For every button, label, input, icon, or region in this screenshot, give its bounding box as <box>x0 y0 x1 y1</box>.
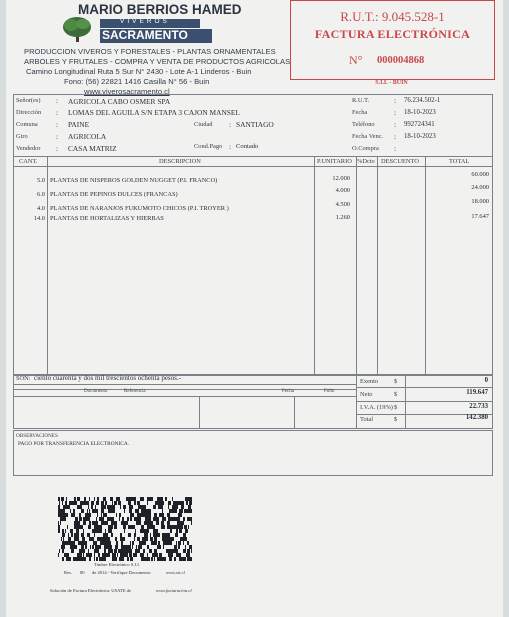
resolution-text: de 2014 - Verifique Documento: <box>92 570 152 575</box>
exempt-label: Exento <box>360 378 379 385</box>
table-row-qty: 5.0 <box>37 177 45 184</box>
reference-folio-header: Folio <box>324 389 335 394</box>
client-colon: : <box>229 120 232 129</box>
client-colon: : <box>394 96 397 105</box>
sii-office: S.I.I. - BUIN <box>375 80 408 86</box>
client-colon: : <box>56 96 59 105</box>
column-header-unit-price: P.UNITARIO <box>317 158 352 165</box>
activity-line-1: PRODUCCION VIVEROS Y FORESTALES - PLANTAS ORNAMENTALES <box>24 47 276 56</box>
client-colon: : <box>56 108 59 117</box>
client-phone-label: Teléfono <box>352 121 375 128</box>
table-row-unit-price: 4.500 <box>335 201 350 208</box>
client-colon: : <box>56 120 59 129</box>
client-seller-label: Vendedor <box>16 145 41 152</box>
client-colon: : <box>229 142 232 151</box>
client-address-label: Dirección <box>16 109 42 116</box>
client-colon: : <box>56 132 59 141</box>
resolution-left: Res. <box>64 570 73 575</box>
column-header-discount: DESCUENTO <box>381 158 419 165</box>
client-rut-label: R.U.T. <box>352 97 370 104</box>
rut-box <box>290 0 495 80</box>
currency-sign: $ <box>394 391 398 398</box>
reference-doc-header: Documento <box>84 389 108 394</box>
table-row-qty: 6.0 <box>37 191 45 198</box>
client-colon: : <box>394 120 397 129</box>
client-date-label: Fecha <box>352 109 368 116</box>
total-amount: 142.380 <box>465 414 488 421</box>
column-header-qty: CANT. <box>19 158 38 165</box>
iva-amount: 22.733 <box>469 403 488 410</box>
client-name-label: Señor(es) <box>16 97 41 104</box>
observations-label: OBSERVACIONES <box>16 433 58 439</box>
table-row-total: 17.647 <box>471 213 489 220</box>
invoice-number-label: N° <box>349 53 363 67</box>
items-table <box>13 156 493 376</box>
client-city-label: Ciudad <box>194 121 213 128</box>
column-header-total: TOTAL <box>449 158 470 165</box>
table-row-unit-price: 12.000 <box>332 175 350 182</box>
client-address: LOMAS DEL AGUILA S/N ETAPA 3 CAJON MANSEL <box>68 108 240 117</box>
column-header-description: DESCRIPCION <box>159 158 201 165</box>
electronic-stamp-barcode <box>58 497 192 561</box>
client-commune-label: Comuna <box>16 121 38 128</box>
observations-box <box>13 430 493 476</box>
company-name: MARIO BERRIOS HAMED <box>78 2 242 17</box>
stamp-caption: Timbre Electrónico S.I.I. <box>94 562 140 567</box>
client-colon: : <box>56 144 59 153</box>
software-link[interactable]: www.facturacion.cl <box>156 588 192 593</box>
verify-link[interactable]: www.sii.cl <box>166 570 185 575</box>
table-row-total: 24.000 <box>471 184 489 191</box>
currency-sign: $ <box>394 404 398 411</box>
table-row-qty: 4.0 <box>37 205 45 212</box>
company-address: Camino Longitudinal Ruta 5 Sur N° 2430 - Lote A-1 Linderos - Buin <box>26 67 252 76</box>
client-line: AGRICOLA <box>68 132 107 141</box>
client-colon: : <box>394 108 397 117</box>
client-colon: : <box>394 132 397 141</box>
amount-in-words: ciento cuarenta y dos mil trescientos ochenta pesos.- <box>34 374 181 382</box>
reference-date-header: Fecha <box>282 389 294 394</box>
reference-ref-header: Referencia <box>124 389 146 394</box>
table-row-description: PLANTAS DE NARANJOS FUKUMOTO CHICOS (P.I. TROYER ) <box>50 205 229 212</box>
software-credit: Solución de Factura Electrónica: USATE de <box>50 588 132 593</box>
table-row-unit-price: 1.260 <box>335 214 350 221</box>
client-city: SANTIAGO <box>236 120 274 129</box>
table-row-description: PLANTAS DE NISPEROS GOLDEN NUGGET (P.I. FRANCO) <box>50 177 218 184</box>
totals-block <box>13 374 493 429</box>
client-due-date: 18-10-2023 <box>404 133 436 140</box>
invoice-page <box>6 0 503 617</box>
client-seller: CASA MATRIZ <box>68 144 117 153</box>
net-amount: 119.647 <box>466 389 488 396</box>
client-name: AGRICOLA CABO OSMER SPA <box>68 97 171 106</box>
client-commune: PAINE <box>68 120 90 129</box>
client-line-label: Giro <box>16 133 28 140</box>
invoice-number: 000004868 <box>377 55 425 66</box>
table-row-total: 18.000 <box>471 198 489 205</box>
client-phone: 992724341 <box>404 121 435 128</box>
observations-text: PAGO POR TRANSFERENCIA ELECTRONICA. <box>18 441 130 447</box>
client-rut: 76.234.502-1 <box>404 97 441 104</box>
table-row-qty: 14.0 <box>33 215 45 222</box>
client-payment-label: Cond.Pago <box>194 143 223 150</box>
exempt-amount: 0 <box>484 377 488 384</box>
resolution-number: 80 <box>80 570 85 575</box>
currency-sign: $ <box>394 416 398 423</box>
client-block <box>13 94 493 157</box>
total-label: Total <box>360 416 374 423</box>
table-row-description: PLANTAS DE PEPINOS DULCES (FRANCAS) <box>50 191 178 198</box>
client-date: 18-10-2023 <box>404 109 436 116</box>
column-header-discount-pct: %Dcto <box>357 158 375 165</box>
net-label: Neto <box>360 391 373 398</box>
logo-big-text: SACRAMENTO <box>102 28 188 42</box>
invoice-title: FACTURA ELECTRÓNICA <box>314 27 471 41</box>
client-payment: Contado <box>236 143 259 150</box>
activity-line-2: ARBOLES Y FRUTALES - COMPRA Y VENTA DE PRODUCTOS AGRICOLAS <box>24 57 291 66</box>
company-phone: Fono: (56) 22821 1416 Casilla N° 56 - Buin <box>64 77 210 86</box>
amount-words-label: SON: <box>16 375 31 382</box>
table-row-total: 60.000 <box>471 171 489 178</box>
client-purchase-label: O.Compra <box>352 145 379 152</box>
company-website[interactable]: www.viverosacramento.cl <box>84 87 170 96</box>
table-row-description: PLANTAS DE HORTALIZAS Y HIERBAS <box>50 215 164 222</box>
currency-sign: $ <box>394 378 398 385</box>
iva-label: I.V.A. (19%) <box>360 404 393 411</box>
logo-small-text: VIVEROS <box>120 18 170 25</box>
issuer-rut: R.U.T.: 9.045.528-1 <box>340 9 445 24</box>
client-colon: : <box>394 144 397 153</box>
table-row-unit-price: 4.000 <box>335 187 350 194</box>
client-due-label: Fecha Venc. <box>352 133 384 140</box>
